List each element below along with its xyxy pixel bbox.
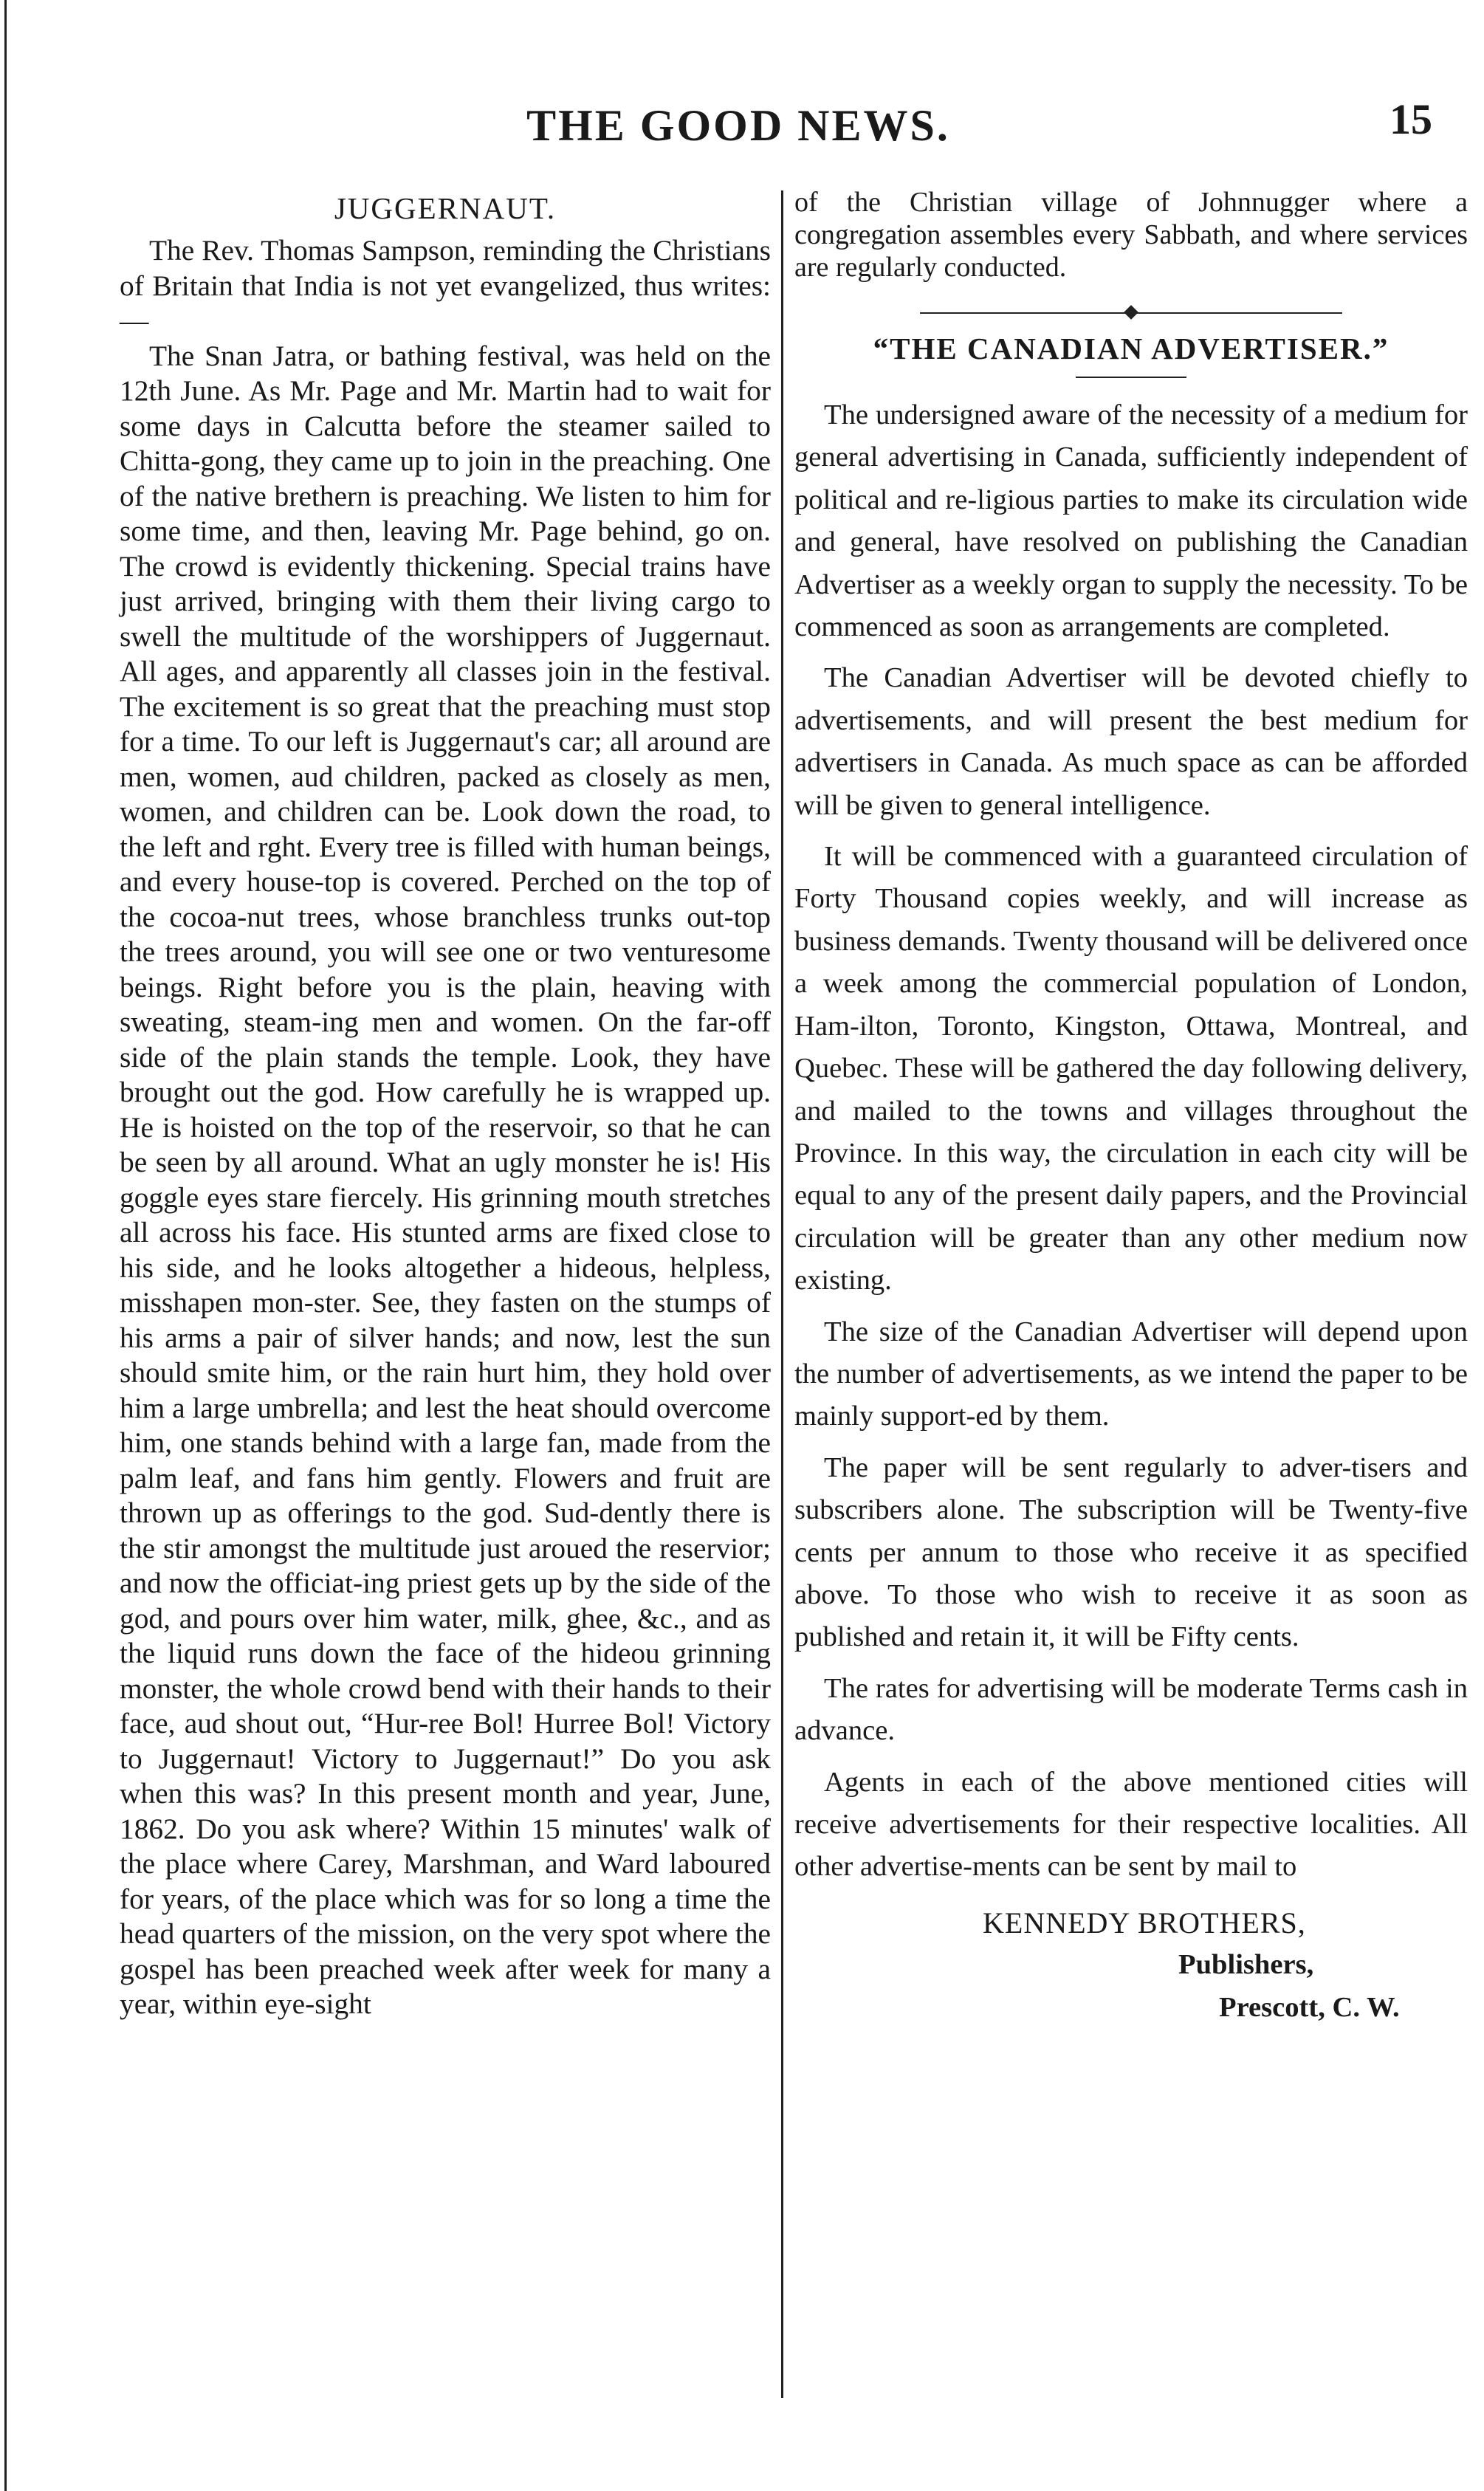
- advertiser-paragraph-5: The paper will be sent regularly to adver-tisers and subscribers alone. The subscription will be Twenty-five cents per annum to those who receive it as specified above. To those who wish to receive it as soon as published and retain it, it will be Fifty cents.: [794, 1451, 1468, 1653]
- advertiser-paragraph-7: Agents in each of the above mentioned cities will receive advertisements for their respective localities. All other advertise-ments can be sent by mail to: [794, 1766, 1468, 1883]
- signature-place: Prescott, C. W.: [1219, 1991, 1400, 2023]
- right-column: [794, 186, 1468, 2029]
- left-margin-rule: [4, 0, 7, 2491]
- signature-role: Publishers,: [1178, 1949, 1314, 1981]
- advertiser-paragraph-6: The rates for advertising will be moderate Terms cash in advance.: [794, 1672, 1468, 1747]
- divider-diamond-icon: [1124, 305, 1138, 320]
- article-continuation: of the Christian village of Johnnugger where a congregation assembles every Sabbath, and where services are regularly conducted.: [794, 187, 1468, 283]
- advertiser-paragraph-1: The undersigned aware of the necessity of a medium for general advertising in Canada, sufficiently independent of political and re-ligious parties to make its circulation wide and general, have resolved on publishing the Canadian Advertiser as a weekly organ to supply the necessity. To be commenced as soon as arrangements are completed.: [794, 399, 1468, 643]
- page-number: 15: [1389, 95, 1432, 143]
- ornament-divider: [920, 306, 1342, 320]
- advertiser-title: “THE CANADIAN ADVERTISER.”: [873, 331, 1389, 365]
- left-column: [120, 186, 771, 2022]
- article-intro: The Rev. Thomas Sampson, reminding the Christians of Britain that India is not yet evangelized, thus writes:—: [120, 234, 771, 337]
- advertiser-paragraph-4: The size of the Canadian Advertiser will depend upon the number of advertisements, as we intend the paper to be mainly support-ed by them.: [794, 1316, 1468, 1432]
- advertiser-paragraph-3: It will be commenced with a guaranteed circulation of Forty Thousand copies weekly, and will increase as business demands. Twenty thousand will be delivered once a week among the commercial population of London, Ham-ilton, Toronto, Kingston, Ottawa, Montreal, and Quebec. These will be gathered the day following delivery, and mailed to the towns and villages throughout the Province. In this way, the circulation in each city will be equal to any of the present daily papers, and the Provincial circulation will be greater than any other medium now existing.: [794, 841, 1468, 1296]
- signature-block: [794, 1902, 1468, 2029]
- column-rule: [781, 190, 783, 2398]
- advertiser-paragraph-2: The Canadian Advertiser will be devoted chiefly to advertisements, and will present the best medium for advertisers in Canada. As much space as can be afforded will be given to general intelligence.: [794, 662, 1468, 821]
- signature-name: KENNEDY BROTHERS,: [983, 1906, 1306, 1939]
- article-body: The Snan Jatra, or bathing festival, was held on the 12th June. As Mr. Page and Mr. Martin had to wait for some days in Calcutta before the steamer sailed to Chitta-gong, they came up to join in the preaching. One of the native brethern is preaching. We listen to him for some time, and then, leaving Mr. Page behind, go on. The crowd is evidently thickening. Special trains have just arrived, bringing with them their living cargo to swell the multitude of the worshippers of Juggernaut. All ages, and apparently all classes join in the festival. The excitement is so great that the preaching must stop for a time. To our left is Juggernaut's car; all around are men, women, aud children, packed as closely as men, women, and children can be. Look down the road, to the left and rght. Every tree is filled with human beings, and every house-top is covered. Perched on the top of the cocoa-nut trees, whose branchless trunks out-top the trees around, you will see one or two venturesome beings. Right before you is the plain, heaving with sweating, steam-ing men and women. On the far-off side of the plain stands the temple. Look, they have brought out the god. How carefully he is wrapped up. He is hoisted on the top of the reservoir, so that he can be seen by all around. What an ugly monster he is! His goggle eyes stare fiercely. His grinning mouth stretches all across his face. His stunted arms are fixed close to his side, and he looks altogether a hideous, helpless, misshapen mon-ster. See, they fasten on the stumps of his arms a pair of silver hands; and now, lest the sun should smite him, or the rain hurt him, they hold over him a large umbrella; and lest the heat should overcome him, one stands behind with a large fan, made from the palm leaf, and fans him gently. Flowers and fruit are thrown up as offerings to the god. Sud-dently there is the stir amongst the multitude just aroued the reservior; and now the officiat-ing priest gets up by the side of the god, and pours over him water, milk, ghee, &c., and as the liquid runs down the face of the hideou grinning monster, the whole crowd bend with their hands to their face, aud shout out, “Hur-ree Bol! Hurree Bol! Victory to Juggernaut! Victory to Juggernaut!” Do you ask when this was? In this present month and year, June, 1862. Do you ask where? Within 15 minutes' walk of the place where Carey, Marshman, and Ward laboured for years, of the place which was for so long a time the head quarters of the mission, on the very spot where the gospel has been preached week after week for many a year, within eye-sight: [120, 339, 771, 2020]
- title-underline: [1076, 377, 1186, 378]
- running-head: THE GOOD NEWS.: [526, 101, 950, 150]
- article-title-juggernaut: JUGGERNAUT.: [334, 191, 557, 225]
